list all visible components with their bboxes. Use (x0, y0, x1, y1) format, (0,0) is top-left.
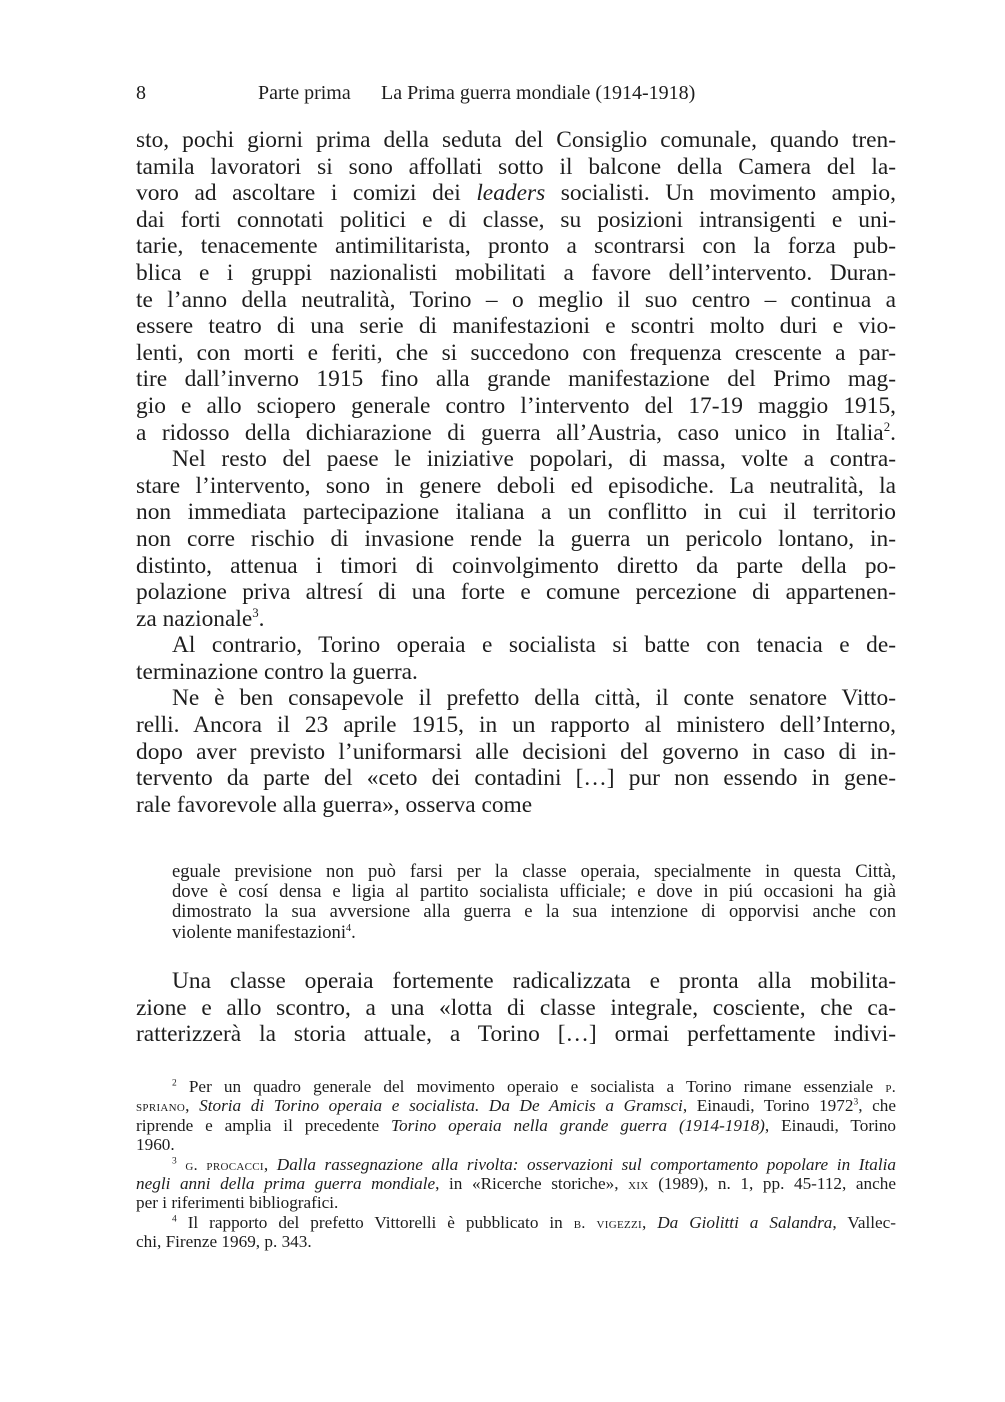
text-fragment: . (890, 419, 896, 446)
text-line: te l’anno della neutralità, Torino – o meglio il suo centro – continua a (136, 286, 896, 313)
text-fragment: violente manifestazioni (172, 921, 346, 943)
body-text (136, 127, 896, 818)
text-line: relli. Ancora il 23 aprile 1915, in un rapporto al ministero dell’Interno, (136, 712, 896, 739)
footnote-line (136, 1213, 896, 1232)
footnote-line (136, 1155, 896, 1174)
text-line (136, 420, 896, 447)
footnote-ref: 3 (252, 605, 259, 620)
text-line: stare l’intervento, sono in genere deboli ed episodiche. La neutralità, la (136, 472, 896, 499)
text-line: terminazione contro la guerra. (136, 658, 418, 685)
text-fragment: . (351, 921, 356, 943)
paragraph-3 (136, 632, 896, 685)
text-fragment: . (258, 605, 265, 632)
text-line: ratterizzerà la storia attuale, a Torino […] ormai perfettamente indivi- (136, 1021, 896, 1048)
footnote-mark: 2 (172, 1078, 177, 1089)
footnote-line (136, 1096, 896, 1115)
text-line: Una classe operaia fortemente radicalizzata e pronta alla mobilita- (172, 968, 896, 994)
text-line (136, 180, 896, 207)
footnote-ref: 4 (346, 922, 352, 934)
text-line: Nel resto del paese le iniziative popolari, di massa, volte a contra- (172, 446, 896, 473)
footnote-line: per i riferimenti bibliografici. (136, 1193, 339, 1213)
text-fragment: , che (858, 1096, 896, 1116)
text-fragment: , (263, 1154, 277, 1174)
text-fragment: voro ad ascoltare i comizi dei (136, 180, 477, 207)
text-fragment: , Einaudi, Torino 1972 (682, 1096, 854, 1116)
author-name: g. procacci (185, 1156, 264, 1174)
text-line: Al contrario, Torino operaia e socialista si batte con tenacia e de- (172, 632, 896, 659)
quote-line: eguale previsione non può farsi per la classe operaia, specialmente in questa Città, (172, 861, 896, 882)
text-line: rale favorevole alla guerra», osserva come (136, 791, 533, 818)
text-line: blica e i gruppi nazionalisti mobilitati a favore dell’intervento. Duran- (136, 259, 896, 286)
text-fragment: , (185, 1096, 200, 1116)
text-fragment: , (641, 1212, 658, 1232)
text-line: polazione priva altresí di una forte e comune percezione di appartenen- (136, 579, 896, 606)
text-fragment: , Vallec- (832, 1212, 896, 1232)
text-line: dai forti connotati politici e di classe, su posizioni intransigenti e uni- (136, 206, 896, 233)
text-fragment: (1989), n. 1, pp. 45-112, anche (648, 1173, 896, 1193)
text-line: tervento da parte del «ceto dei contadini […] pur non essendo in gene- (136, 765, 896, 792)
paragraph-2 (136, 446, 896, 632)
quote-line: dimostrato la sua avversione alla guerra e la sua intenzione di opporvisi anche con (172, 901, 896, 923)
footnotes (136, 1077, 896, 1252)
text-line: tarie, tenacemente antimilitarista, pronto a scontrarsi con la forza pub- (136, 233, 896, 260)
text-fragment: a ridosso della dichiarazione di guerra all’Austria, caso unico in Italia (136, 419, 884, 446)
volume-number: xix (628, 1175, 649, 1193)
section-title: Parte prima (258, 82, 351, 104)
text-line: non immediata partecipazione italiana a un conflitto in cui il territorio (136, 499, 896, 526)
chapter-title: La Prima guerra mondiale (1914-1918) (381, 82, 696, 104)
footnote-4 (136, 1213, 896, 1252)
footnote-3 (136, 1155, 896, 1213)
author-name: spriano (136, 1098, 186, 1116)
text-fragment: riprende e amplia il precedente (136, 1115, 392, 1135)
text-fragment: Per un quadro generale del movimento operaio e socialista a Torino rimane essenziale (188, 1077, 886, 1096)
article-title: Dalla rassegnazione alla rivolta: osservazioni sul comportamento popolare in Italia (276, 1154, 897, 1174)
text-line: sto, pochi giorni prima della seduta del Consiglio comunale, quando tren- (136, 127, 896, 153)
text-line: lenti, con morti e feriti, che si succedono con frequenza crescente a par- (136, 339, 896, 366)
footnote-line (136, 1116, 896, 1135)
text-line: dopo aver previsto l’uniformarsi alle decisioni del governo in caso di in- (136, 738, 896, 765)
quote-line: dove è cosí densa e ligia al partito socialista ufficiale; e dove in piú occasioni ha già (172, 881, 896, 903)
text-fragment: Il rapporto del prefetto Vittorelli è pubblicato in (187, 1212, 574, 1232)
paragraph-4 (136, 685, 896, 818)
book-title: Storia di Torino operaia e socialista. Da De Amicis a Gramsci (199, 1096, 683, 1116)
author-name: b. vigezzi (573, 1214, 642, 1232)
block-quote (172, 862, 896, 943)
author-initial: p. (885, 1079, 896, 1096)
footnote-ref: 2 (883, 419, 891, 434)
page-number: 8 (136, 82, 146, 104)
footnote-line: 1960. (136, 1135, 175, 1155)
footnote-2 (136, 1077, 896, 1155)
footnote-mark: 4 (172, 1214, 177, 1224)
italic-term: leaders (476, 180, 546, 207)
footnote-mark: 3 (172, 1155, 177, 1166)
book-title: Da Giolitti a Salandra (657, 1212, 833, 1232)
footnote-line (136, 1077, 896, 1096)
text-line: essere teatro di una serie di manifestazioni e scontri molto duri e vio- (136, 313, 896, 340)
text-line: zione e allo scontro, a una «lotta di classe integrale, cosciente, che ca- (136, 994, 896, 1021)
paragraph-1 (136, 127, 896, 446)
text-line (136, 606, 896, 633)
text-line: tamila lavoratori si sono affollati sotto il balcone della Camera del la- (136, 153, 896, 180)
edition-mark: 3 (853, 1097, 859, 1108)
text-line: gio e allo sciopero generale contro l’intervento del 17-19 maggio 1915, (136, 392, 896, 419)
footnote-line: chi, Firenze 1969, p. 343. (136, 1232, 312, 1252)
text-fragment: za nazionale (136, 605, 253, 632)
text-fragment: , Einaudi, Torino (764, 1115, 897, 1135)
text-line: distinto, attenua i timori di coinvolgimento diretto da parte della po- (136, 552, 896, 579)
quote-line (172, 923, 896, 943)
paragraph-5 (136, 968, 896, 1048)
text-line: non corre rischio di invasione rende la guerra un pericolo lontano, in- (136, 525, 896, 552)
text-line: Ne è ben consapevole il prefetto della città, il conte senatore Vitto- (172, 685, 896, 712)
text-line: tire dall’inverno 1915 fino alla grande manifestazione del Primo mag- (136, 366, 896, 393)
article-title: negli anni della prima guerra mondiale (136, 1173, 436, 1193)
footnote-line (136, 1174, 896, 1193)
book-title: Torino operaia nella grande guerra (1914-1918) (391, 1115, 765, 1135)
text-fragment: socialisti. Un movimento ampio, (545, 180, 896, 207)
text-fragment: , in «Ricerche storiche», (435, 1173, 629, 1193)
